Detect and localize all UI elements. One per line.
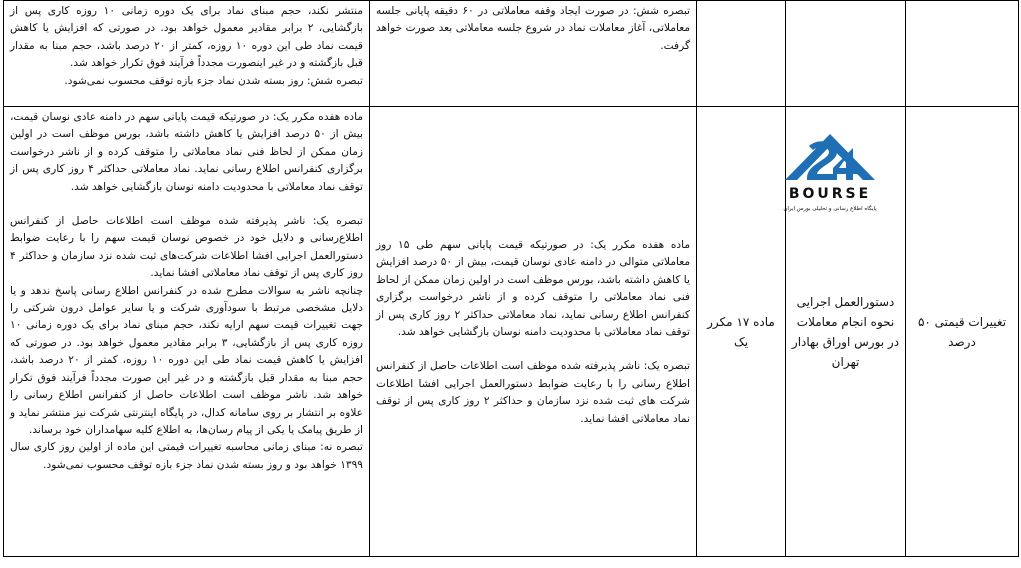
paragraph-gap	[376, 341, 690, 358]
regulation-cell-top	[786, 1, 906, 107]
paragraph: منتشر نکند، حجم مبنای نماد برای یک دوره زمانی ۱۰ روزه کاری پس از بازگشایی، ۲ برابر مقادیر معمول خواهد بود. در صورتی که افزایش یا کاهش قیمت نماد طی این دوره ۱۰ روزه، کمتر از ۲۰ درصد باشد، حجم مبنا به مقدار قبل بازگشته و در غیر اینصورت مجدداً فرآیند فوق تکرار خواهد شد.	[10, 5, 363, 70]
topic-cell-top	[906, 1, 1019, 107]
old-text-cell-row1	[370, 1, 697, 107]
new-text-row1	[4, 1, 369, 90]
bourse24-logo	[767, 128, 893, 216]
new-text-row2	[4, 107, 369, 474]
table-row	[4, 1, 1019, 107]
paragraph: تبصره یک: ناشر پذیرفته شده موظف است اطلاعات حاصل از کنفرانس اطلاع رسانی را با رعایت ضوابط دستورالعمل اجرایی افشا اطلاعات شرکت های ثبت شده نزد سازمان و حداکثر ۲ روز کاری پس از توقف نماد معاملاتی افشا نماید.	[376, 360, 690, 425]
paragraph: ماده هفده مکرر یک: در صورتیکه قیمت پایانی سهم در دامنه عادی نوسان قیمت، بیش از ۵۰ درصد افزایش یا کاهش داشته باشد، بورس موظف است در اولین زمان ممکن از لحاظ فنی نماد معاملاتی را متوقف کرده و از ناشر درخواست برگزاری کنفرانس اطلاع رسانی نماید. نماد معاملاتی حداکثر ۴ روز کاری پس از توقف نماد معاملاتی با محدودیت دامنه نوسان بازگشایی خواهد شد.	[10, 111, 363, 193]
article-label: ماده ۱۷ مکرر یک	[707, 314, 775, 349]
topic-cell	[906, 107, 1019, 557]
paragraph: چنانچه ناشر به سوالات مطرح شده در کنفرانس اطلاع رسانی پاسخ ندهد و یا دلایل مشخصی مرتبط با سودآوری شرکت و یا سایر عوامل درون شرکتی را جهت تغییرات قیمت سهم ارایه نکند، حجم مبنای نماد برای یک دوره زمانی ۱۰ روزه کاری پس از بازگشایی، ۳ برابر مقادیر معمول خواهد بود. در صورتی که افزایش یا کاهش قیمت نماد طی این دوره ۱۰ روزه، کمتر از ۲۰ درصد باشد، حجم مبنا به مقدار قبل بازگشته و در غیر این صورت مجدداً فرآیند فوق تکرار خواهد شد. ناشر موظف است اطلاعات حاصل از کنفرانس اطلاع رسانی را علاوه بر انتشار بر روی سامانه کدال، در پایگاه اینترنتی شرکت نیز منتشر نماید و از طریق پیامک یا یکی از پیام رسان‌ها، به اطلاع کلیه سهامداران خود برساند.	[10, 284, 363, 436]
regulation-label: دستورالعمل اجرایی نحوه انجام معاملات در بورس اوراق بهادار تهران	[791, 294, 900, 369]
bourse24-logo-graphic	[767, 128, 893, 216]
new-text-cell-row1	[4, 1, 370, 107]
new-text-cell-row2	[4, 107, 370, 557]
paragraph: ماده هفده مکرر یک: در صورتیکه قیمت پایانی سهم طی ۱۵ روز معاملاتی متوالی در دامنه عادی نوسان قیمت، بیش از ۵۰ درصد افزایش یا کاهش داشته باشد، بورس موظف است در اولین زمان ممکن از لحاظ فنی نماد معاملاتی را متوقف کرده و از ناشر درخواست برگزاری کنفرانس اطلاع رسانی نماید، نماد معاملاتی حداکثر ۲ روز کاری پس از توقف نماد معاملاتی با محدودیت دامنه نوسان بازگشایی خواهد شد.	[376, 238, 691, 338]
old-text-row2	[370, 235, 696, 428]
old-text-cell-row2	[370, 107, 697, 557]
logo-brand-word: BOURSE	[788, 186, 872, 202]
paragraph: تبصره شش: روز بسته شدن نماد جزء بازه توقف محسوب نمی‌شود.	[64, 74, 363, 87]
paragraph: تبصره یک: ناشر پذیرفته شده موظف است اطلاعات حاصل از کنفرانس اطلاع‌رسانی و دلایل خود در خصوص نوسان قیمت سهم را با رعایت ضوابط دستورالعمل اجرایی افشا اطلاعات شرکت‌های ثبت شده نزد سازمان و حداکثر ۴ روز کاری پس از توقف نماد معاملاتی افشا نماید.	[10, 215, 363, 280]
regulation-comparison-table	[3, 0, 1019, 557]
paragraph: تبصره شش: در صورت ایجاد وقفه معاملاتی در ۶۰ دقیقه پایانی جلسه معاملاتی، آغاز معاملات نماد در شروع جلسه معاملاتی بعد صورت خواهد گرفت.	[376, 5, 690, 52]
old-text-row1	[370, 1, 696, 55]
paragraph-gap	[10, 196, 363, 213]
topic-label: تغییرات قیمتی ۵۰ درصد	[917, 314, 1007, 349]
paragraph: تبصره نه: مبنای زمانی محاسبه تغییرات قیمتی این ماده از اولین روز کاری سال ۱۳۹۹ خواهد بود و روز بسته شدن نماد جزء بازه توقف محسوب نمی‌شود.	[10, 441, 363, 471]
logo-tagline: پایگاه اطلاع رسانی و تحلیلی بورس ایران	[783, 206, 877, 212]
article-cell-top	[697, 1, 786, 107]
